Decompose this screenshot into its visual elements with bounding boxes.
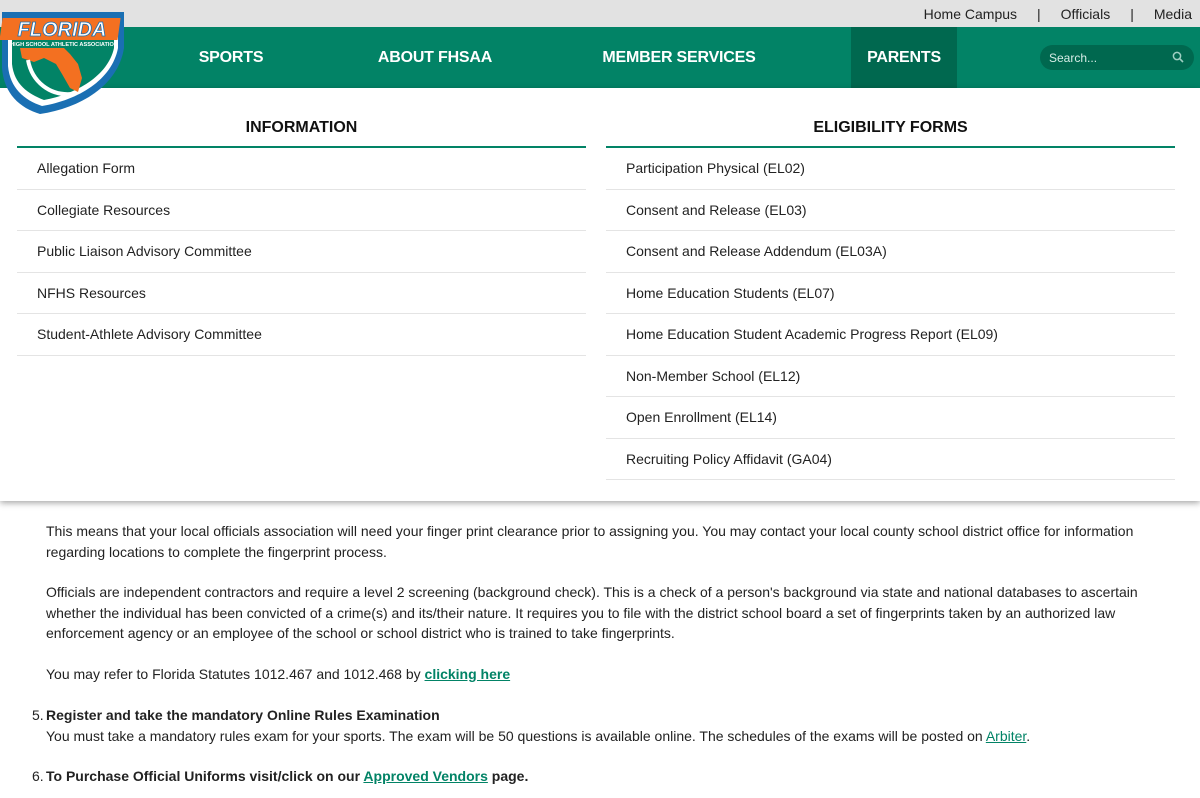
step-5-body: [46, 726, 1176, 747]
menu-item-el03[interactable]: Consent and Release (EL03): [606, 190, 1175, 232]
eligibility-list: [606, 148, 1175, 480]
nav-parents[interactable]: PARENTS: [851, 27, 957, 88]
approved-vendors-link[interactable]: Approved Vendors: [363, 768, 488, 784]
eligibility-heading: ELIGIBILITY FORMS: [606, 88, 1175, 148]
information-column: [17, 88, 586, 356]
search-icon[interactable]: [1172, 51, 1184, 63]
fhsaa-logo[interactable]: [0, 8, 128, 118]
search-box: [1040, 45, 1194, 70]
arbiter-link[interactable]: Arbiter: [985, 727, 1027, 744]
screening-paragraph: Officials are independent contractors and require a level 2 screening (background check). This is a check of a person's background via state and national databases to ascertain whether the individual has been convicted of a crime(s) and its/their nature. It requires you to file with the district school board a set of fingerprints taken by an authorized law enforcement agency or an employee of the school or school district who is trained to take fingerprints.: [46, 584, 1138, 641]
step-number: 5.: [32, 707, 44, 723]
fingerprint-paragraph: This means that your local officials association will need your finger print clearance prior to assigning you. You may contact your local county school district office for information regarding locations to complete the fingerprint process.: [46, 523, 1134, 560]
step-number: 6.: [32, 768, 44, 784]
eligibility-column: [606, 88, 1175, 480]
main-nav: [0, 27, 1200, 88]
menu-item-el12[interactable]: Non-Member School (EL12): [606, 356, 1175, 398]
step-5-title: Register and take the mandatory Online Rules Examination: [46, 707, 440, 723]
utility-bar: [0, 0, 1200, 27]
step-6-body: [46, 766, 1176, 787]
menu-item-collegiate-resources[interactable]: Collegiate Resources: [17, 190, 586, 232]
menu-item-el07[interactable]: Home Education Students (EL07): [606, 273, 1175, 315]
step-6: [32, 766, 1176, 787]
logo-wordmark: FLORIDA: [17, 19, 107, 41]
nav-about-fhsaa[interactable]: ABOUT FHSAA: [377, 49, 493, 66]
florida-logo-icon: [0, 8, 128, 118]
step-5-text: You must take a mandatory rules exam for your sports. The exam will be 50 questions is available online. The schedules of the exams will be posted on: [46, 727, 986, 744]
officials-link[interactable]: Officials: [1060, 5, 1111, 22]
menu-item-el02[interactable]: Participation Physical (EL02): [606, 148, 1175, 190]
menu-item-el09[interactable]: Home Education Student Academic Progress Report (EL09): [606, 314, 1175, 356]
nav-sports[interactable]: SPORTS: [198, 49, 264, 66]
home-campus-link[interactable]: Home Campus: [923, 5, 1018, 22]
step-5: [32, 705, 1176, 746]
utility-links: [924, 0, 1200, 27]
menu-item-student-athlete-committee[interactable]: Student-Athlete Advisory Committee: [17, 314, 586, 356]
information-heading: INFORMATION: [17, 88, 586, 148]
menu-item-allegation-form[interactable]: Allegation Form: [17, 148, 586, 190]
officials-content: [46, 521, 1176, 704]
search-input[interactable]: [1049, 48, 1167, 67]
menu-item-nfhs-resources[interactable]: NFHS Resources: [17, 273, 586, 315]
clicking-here-link[interactable]: clicking here: [424, 665, 511, 682]
logo-subtitle: HIGH SCHOOL ATHLETIC ASSOCIATION: [10, 42, 118, 48]
menu-item-el03a[interactable]: Consent and Release Addendum (EL03A): [606, 231, 1175, 273]
parents-mega-menu: [0, 88, 1200, 501]
menu-item-el14[interactable]: Open Enrollment (EL14): [606, 397, 1175, 439]
menu-item-ga04[interactable]: Recruiting Policy Affidavit (GA04): [606, 439, 1175, 481]
step-6-text: To Purchase Official Uniforms visit/click on our: [46, 768, 364, 784]
media-link[interactable]: Media: [1153, 5, 1192, 22]
utility-separator: |: [1037, 5, 1041, 22]
nav-member-services[interactable]: MEMBER SERVICES: [602, 49, 756, 66]
step-6-end: page.: [487, 768, 529, 784]
step-5-end: .: [1026, 727, 1031, 744]
menu-item-public-liaison[interactable]: Public Liaison Advisory Committee: [17, 231, 586, 273]
steps-list: [32, 705, 1176, 798]
statutes-text: You may refer to Florida Statutes 1012.467 and 1012.468 by: [46, 665, 425, 682]
utility-separator: |: [1130, 5, 1134, 22]
statutes-paragraph: [46, 664, 1176, 685]
information-list: [17, 148, 586, 356]
